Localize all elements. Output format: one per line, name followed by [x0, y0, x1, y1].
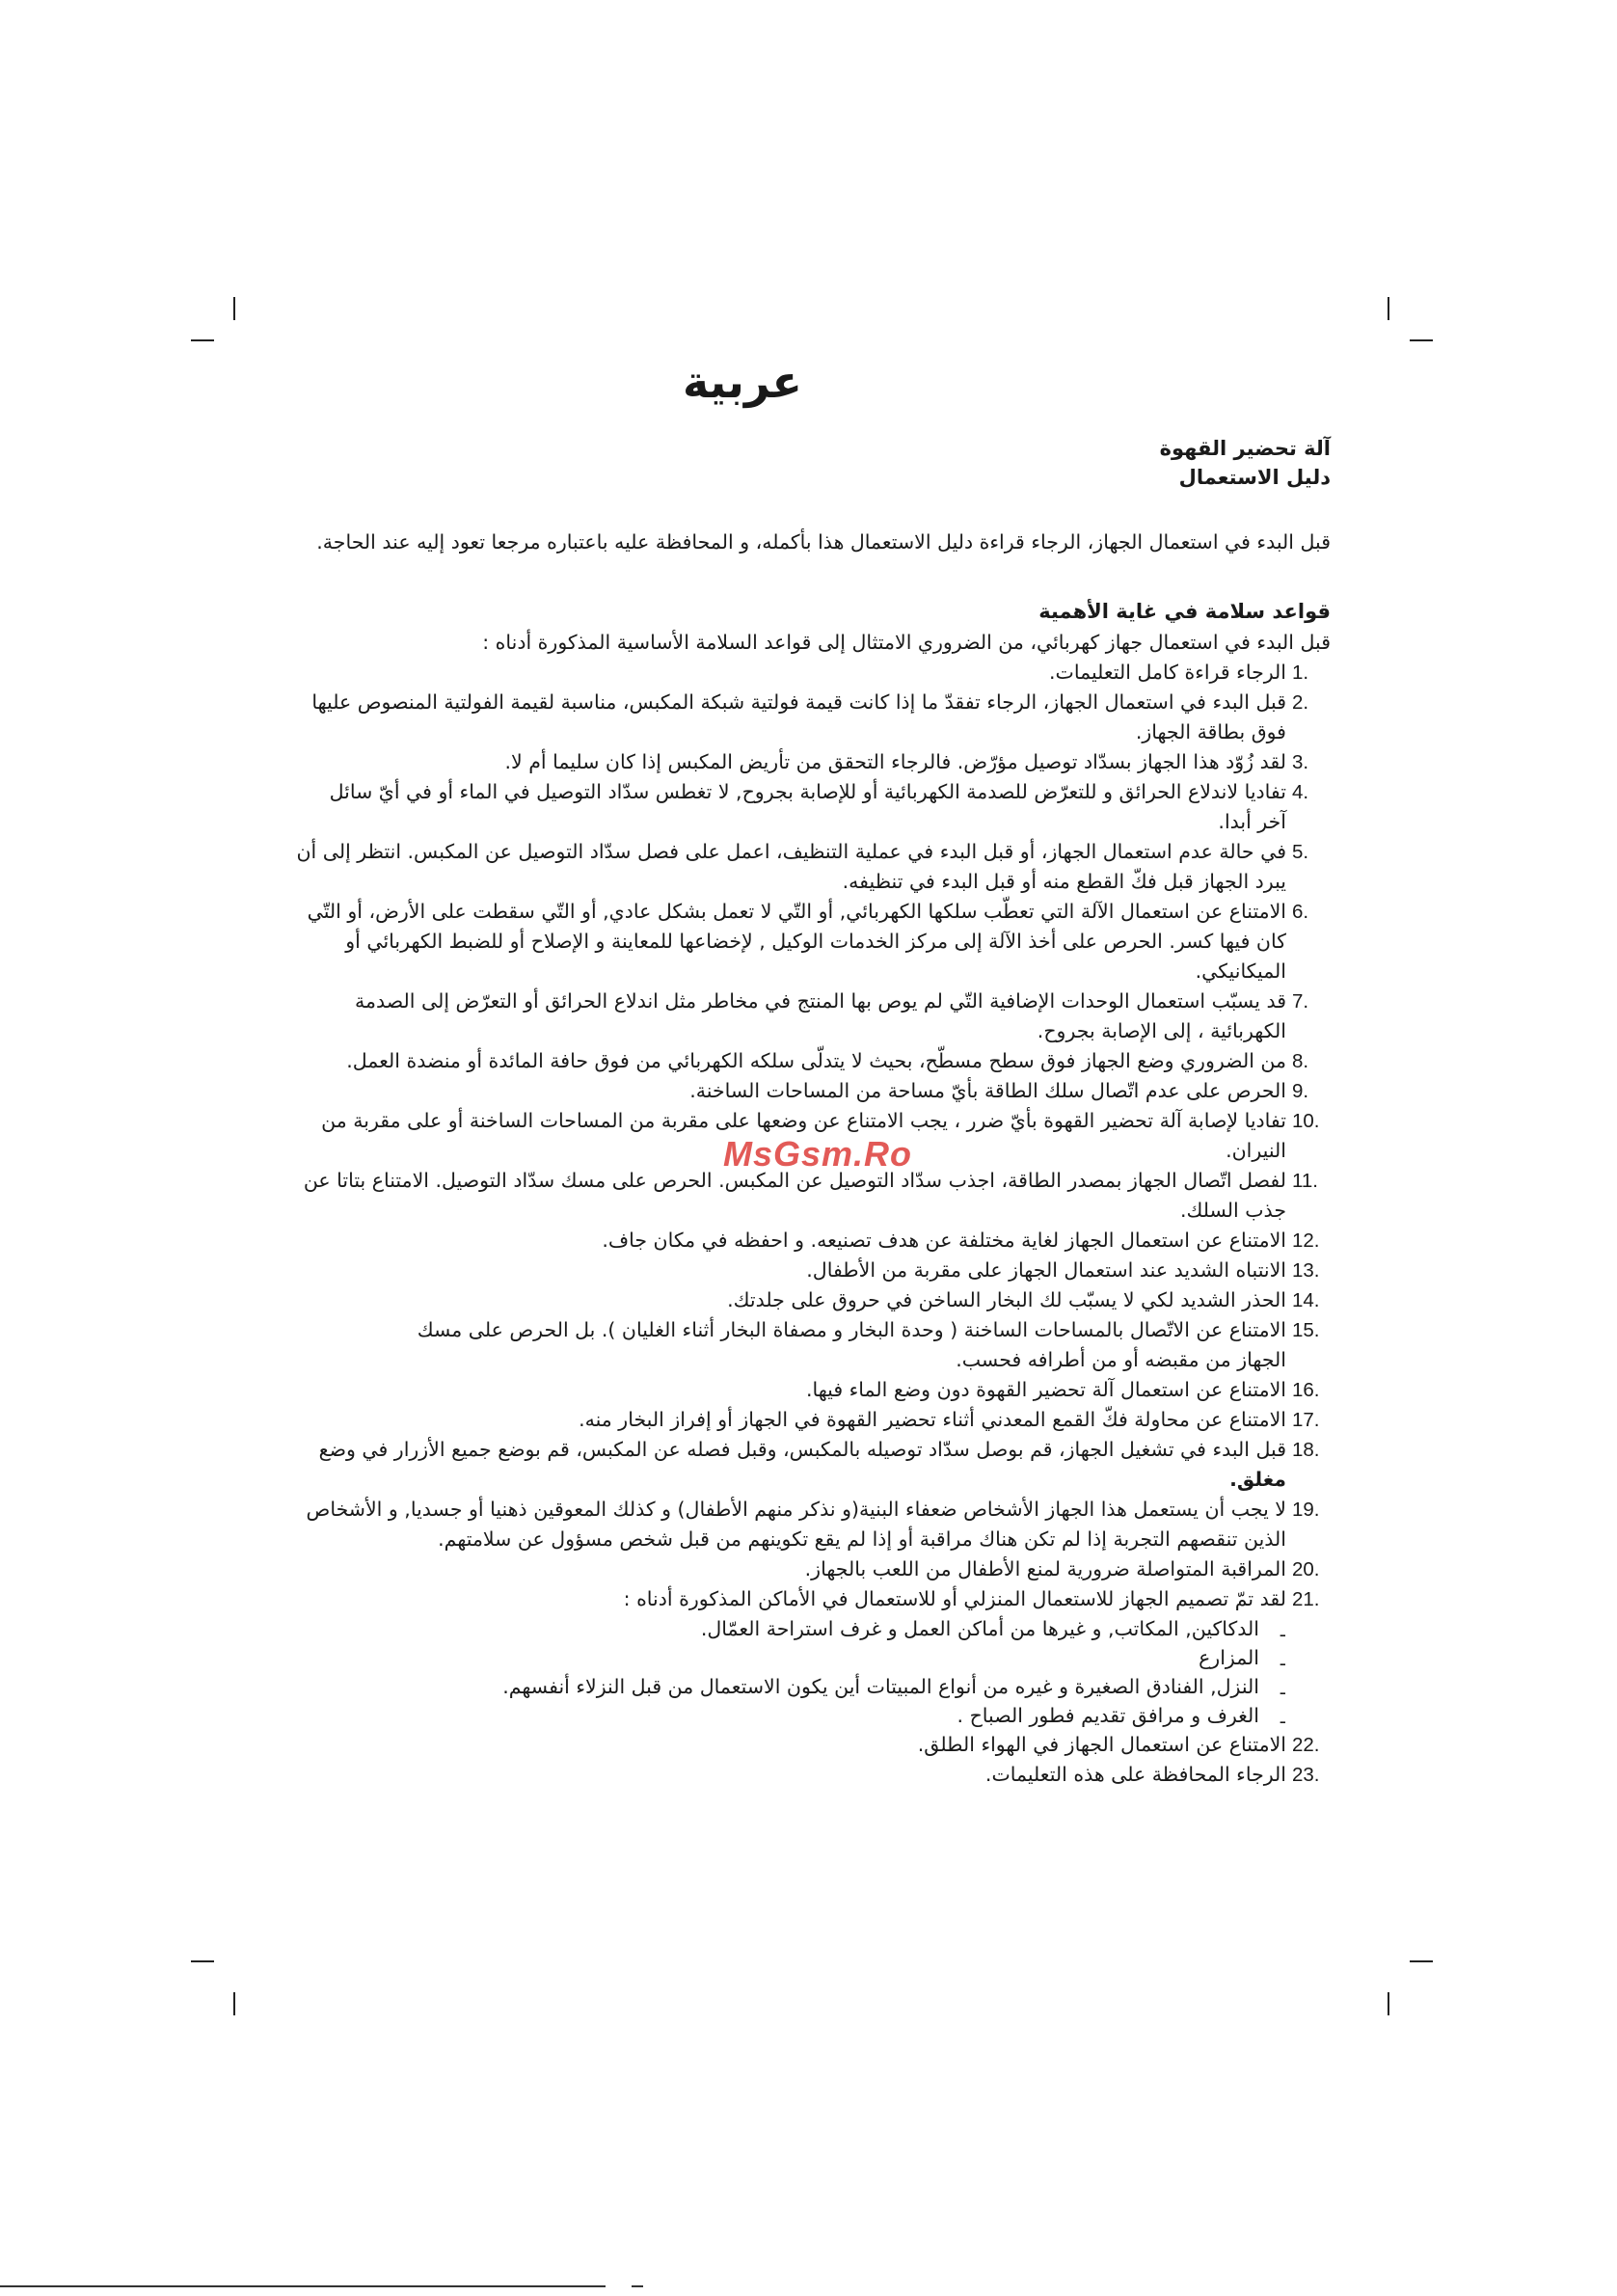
rule-text: الرجاء قراءة كامل التعليمات.: [1049, 661, 1286, 684]
rule-text: لا يجب أن يستعمل هذا الجهاز الأشخاص ضعفاء البنية(و نذكر منهم الأطفال) و كذلك المعوقين ذهنيا أو جسديا, و الأشخاص الذين تنقصهم التجربة إذا لم تكن هناك مراقبة أو إذا لم يقع تكوينهم من قبل شخص مسؤول عن سلامتهم.: [306, 1498, 1286, 1551]
bottom-divider-tick: [632, 2285, 643, 2287]
rule-item: [289, 747, 1331, 777]
rule-item: [289, 1076, 1331, 1106]
crop-mark-top-right-horizontal: [1410, 339, 1433, 341]
rule-item: [289, 1760, 1331, 1790]
rule-number: 6.: [1292, 901, 1309, 923]
crop-mark-bottom-left-horizontal: [191, 1960, 214, 1962]
rule-text: الامتناع عن استعمال الآلة التي تعطّب سلكها الكهربائي, أو التّي لا تعمل بشكل عادي, أو التّي سقطت على الأرض، أو التّي كان فيها كسر. الحرص على أخذ الآلة إلى مركز الخدمات الوكيل , لإخضاعها للمعاينة و الإصلاح أو للضبط الكهربائي أو الميكانيكي.: [307, 900, 1286, 983]
crop-mark-bottom-right-horizontal: [1410, 1960, 1433, 1962]
crop-mark-bottom-left-vertical: [233, 1992, 235, 2015]
rule-number: 4.: [1292, 781, 1309, 803]
place-item: - المزارع: [289, 1643, 1286, 1672]
rule-item: [289, 1285, 1331, 1315]
rule-number: 2.: [1292, 691, 1309, 714]
crop-mark-top-left-vertical: [233, 297, 235, 320]
place-item: - الدكاكين, المكاتب, و غيرها من أماكن العمل و غرف استراحة العمّال.: [289, 1614, 1286, 1643]
usage-places-list: [289, 1614, 1331, 1733]
rule-text: تفاديا لاندلاع الحرائق و للتعرّض للصدمة الكهربائية أو للإصابة بجروح, لا تغطس سدّاد التوصيل في الماء أو في أيّ سائل آخر أبدا.: [329, 780, 1286, 833]
final-rules-list: [289, 1730, 1331, 1790]
rule-text: قد يسبّب استعمال الوحدات الإضافية التّي لم يوص بها المنتج في مخاطر مثل اندلاع الحرائق أو التعرّض إلى الصدمة الكهربائية ، إلى الإصابة بجروح.: [355, 989, 1286, 1042]
rule-item: [289, 837, 1331, 897]
rule-text: الحذر الشديد لكي لا يسبّب لك البخار الساخن في حروق على جلدتك.: [727, 1288, 1286, 1311]
rule-number: 12.: [1292, 1229, 1320, 1252]
rule-item: [289, 1166, 1331, 1226]
rule-number: 13.: [1292, 1259, 1320, 1282]
rule-number: 20.: [1292, 1558, 1320, 1580]
rule-item: [289, 1554, 1331, 1584]
rule-number: 22.: [1292, 1734, 1320, 1756]
manual-title: دليل الاستعمال: [1178, 466, 1331, 489]
rule-text: في حالة عدم استعمال الجهاز، أو قبل البدء في عملية التنظيف، اعمل على فصل سدّاد التوصيل عن المكبس. انتظر إلى أن يبرد الجهاز قبل فكّ القطع منه أو قبل البدء في تنظيفه.: [296, 840, 1286, 893]
rule-number: 18.: [1292, 1439, 1320, 1461]
place-item: - الغرف و مرافق تقديم فطور الصباح .: [289, 1701, 1286, 1730]
rule-number: 21.: [1292, 1588, 1320, 1610]
rule-item: [289, 1256, 1331, 1285]
rule-text: الحرص على عدم اتّصال سلك الطاقة بأيّ مساحة من المساحات الساخنة.: [689, 1079, 1286, 1102]
rule-number: 16.: [1292, 1379, 1320, 1401]
rule-number: 8.: [1292, 1050, 1309, 1072]
rule-item: [289, 1405, 1331, 1435]
rule-text: لقد تمّ تصميم الجهاز للاستعمال المنزلي أو للاستعمال في الأماكن المذكورة أدناه :: [623, 1587, 1286, 1610]
rule-item: [289, 1730, 1331, 1760]
dash-bullet: -: [1279, 1681, 1286, 1704]
dash-bullet: -: [1279, 1710, 1286, 1733]
intro-paragraph: قبل البدء في استعمال الجهاز، الرجاء قراءة دليل الاستعمال هذا بأكمله، و المحافظة عليه باعتباره مرجعا تعود إليه عند الحاجة.: [316, 530, 1331, 554]
rule-number: 23.: [1292, 1764, 1320, 1786]
bottom-divider: [0, 2285, 606, 2287]
place-item: - النزل, الفنادق الصغيرة و غيره من أنواع المبيتات أين يكون الاستعمال من قبل النزلاء أنفسهم.: [289, 1672, 1286, 1701]
rule-number: 5.: [1292, 841, 1309, 863]
language-title: عربية: [683, 356, 802, 408]
rule-number: 1.: [1292, 662, 1309, 684]
rule-emphasis: مغلق.: [1229, 1468, 1286, 1491]
rule-text: المراقبة المتواصلة ضرورية لمنع الأطفال من اللعب بالجهاز.: [804, 1557, 1286, 1580]
rule-item: [289, 688, 1331, 747]
rule-number: 7.: [1292, 990, 1309, 1013]
document-body: [289, 356, 1331, 1790]
dash-bullet: -: [1279, 1623, 1286, 1646]
rule-item: [289, 1315, 1331, 1375]
rule-item: [289, 897, 1331, 986]
rule-number: 9.: [1292, 1080, 1309, 1102]
rule-text: لقد زُوّد هذا الجهاز بسدّاد توصيل مؤرّض. فالرجاء التحقق من تأريض المكبس إذا كان سليما أم لا.: [504, 750, 1286, 773]
rule-number: 11.: [1292, 1170, 1318, 1192]
rule-number: 10.: [1292, 1110, 1320, 1132]
rule-text: الامتناع عن الاتّصال بالمساحات الساخنة ( وحدة البخار و مصفاة البخار أثناء الغليان ). بل الحرص على مسك الجهاز من مقبضه أو من أطرافه فحسب.: [417, 1318, 1286, 1371]
rule-item: [289, 1495, 1331, 1554]
rule-item: [289, 1584, 1331, 1614]
rule-text: قبل البدء في تشغيل الجهاز، قم بوصل سدّاد توصيله بالمكبس، وقبل فصله عن المكبس، قم بوضع جميع الأزرار في وضع: [318, 1438, 1286, 1461]
rule-text: الانتباه الشديد عند استعمال الجهاز على مقربة من الأطفال.: [806, 1258, 1286, 1282]
rule-text: الامتناع عن استعمال الجهاز في الهواء الطلق.: [917, 1733, 1286, 1756]
rule-text: تفاديا لإصابة آلة تحضير القهوة بأيّ ضرر ، يجب الامتناع عن وضعها على مقربة من المساحات الساخنة أو على مقربة من النيران.: [321, 1109, 1286, 1162]
rule-text: الرجاء المحافظة على هذه التعليمات.: [984, 1763, 1286, 1786]
rule-text: لفصل اتّصال الجهاز بمصدر الطاقة، اجذب سدّاد التوصيل عن المكبس. الحرص على مسك سدّاد التوصيل. الامتناع بتاتا عن جذب السلك.: [303, 1169, 1286, 1222]
rule-number: 15.: [1292, 1319, 1320, 1341]
rule-item: [289, 986, 1331, 1046]
rule-text: من الضروري وضع الجهاز فوق سطح مسطّح، بحيث لا يتدلّى سلكه الكهربائي من فوق حافة المائدة أو منضدة العمل.: [346, 1049, 1286, 1072]
rule-text: الامتناع عن محاولة فكّ القمع المعدني أثناء تحضير القهوة في الجهاز أو إفراز البخار منه.: [579, 1408, 1286, 1431]
rule-item: [289, 1375, 1331, 1405]
crop-mark-bottom-right-vertical: [1388, 1992, 1389, 2015]
dash-bullet: -: [1279, 1652, 1286, 1675]
rule-item: [289, 777, 1331, 837]
crop-mark-top-left-horizontal: [191, 339, 214, 341]
product-title: آلة تحضير القهوة: [1159, 437, 1331, 460]
watermark-text: MsGsm.Ro: [723, 1134, 913, 1174]
rule-item: [289, 658, 1331, 688]
rule-number: 3.: [1292, 751, 1309, 773]
rule-text: الامتناع عن استعمال الجهاز لغاية مختلفة عن هدف تصنيعه. و احفظه في مكان جاف.: [602, 1229, 1286, 1252]
rule-number: 14.: [1292, 1289, 1320, 1311]
safety-heading: قواعد سلامة في غاية الأهمية: [1038, 600, 1331, 623]
safety-intro: قبل البدء في استعمال جهاز كهربائي، من الضروري الامتثال إلى قواعد السلامة الأساسية المذكورة أدناه :: [482, 631, 1331, 654]
rule-text: الامتناع عن استعمال آلة تحضير القهوة دون وضع الماء فيها.: [805, 1378, 1286, 1401]
rule-number: 17.: [1292, 1409, 1320, 1431]
crop-mark-top-right-vertical: [1388, 297, 1389, 320]
rule-item: [289, 1435, 1331, 1495]
rule-number: 19.: [1292, 1499, 1320, 1521]
rule-item: [289, 1226, 1331, 1256]
rule-item: [289, 1046, 1331, 1076]
rule-text: قبل البدء في استعمال الجهاز، الرجاء تفقدّ ما إذا كانت قيمة فولتية شبكة المكبس، مناسبة لقيمة الفولتية المنصوص عليها فوق بطاقة الجهاز.: [311, 690, 1286, 743]
